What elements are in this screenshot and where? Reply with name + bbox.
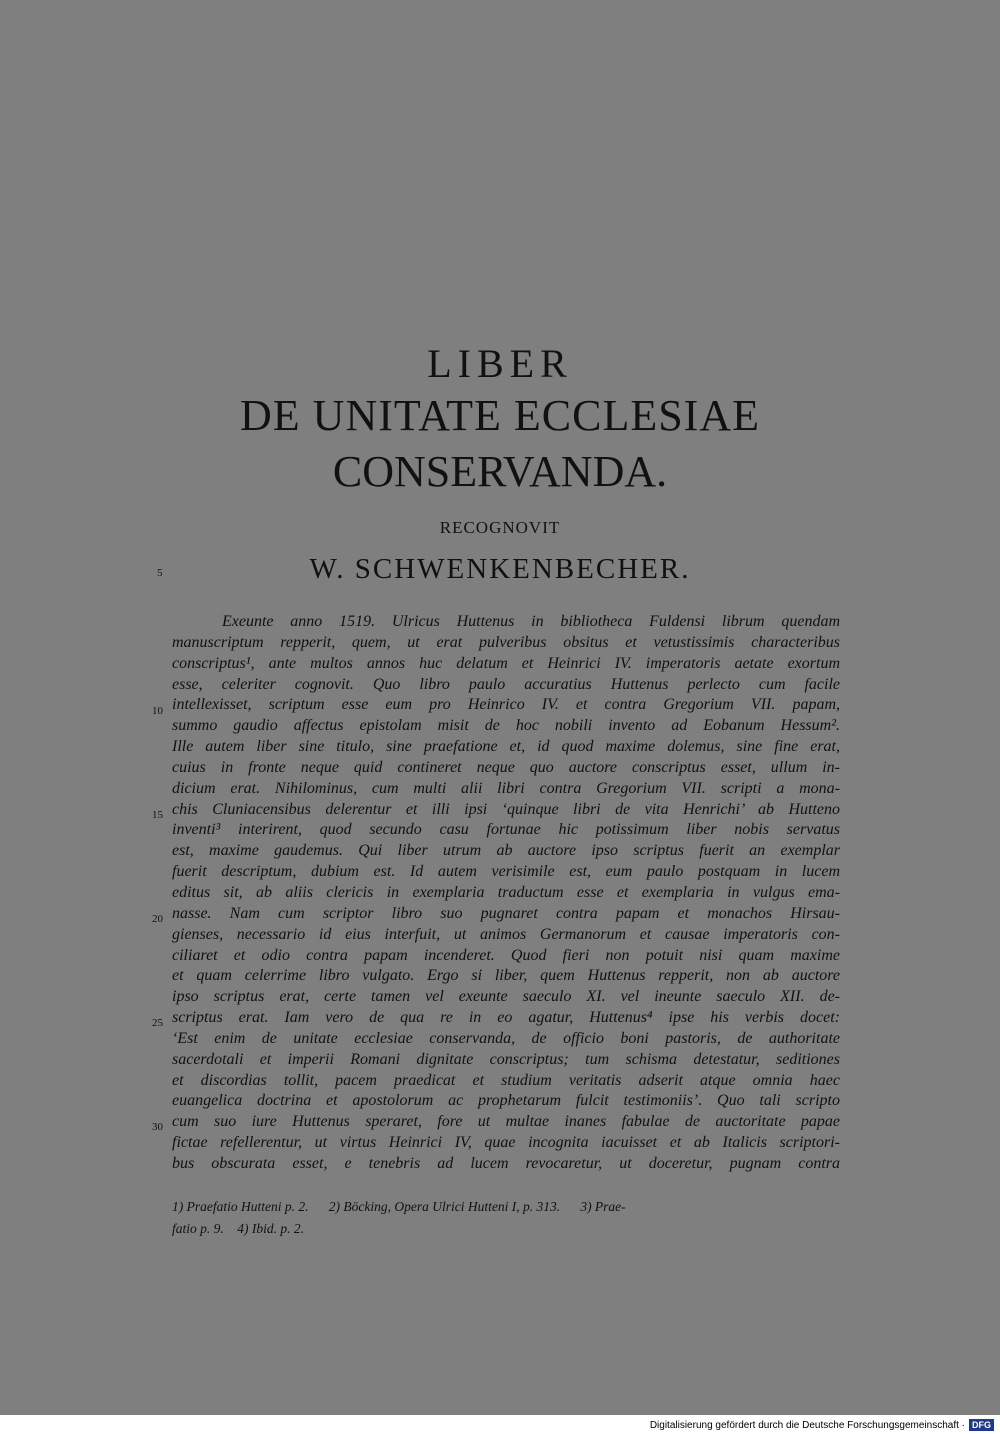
body-line: nasse. Nam cum scriptor libro suo pugnaret contra papam et monachos Hirsau-	[172, 904, 840, 922]
line-number-5: 5	[157, 567, 163, 579]
body-line: cum suo iure Huttenus speraret, fore ut multae inanes fabulae de auctoritate papae	[172, 1113, 840, 1131]
body-line: intellexisset, scriptum esse eum pro Heinrico IV. et contra Gregorium VII. papam,	[172, 696, 840, 714]
body-line: esse, celeriter cognovit. Quo libro paulo accuratius Huttenus perlecto cum facile	[172, 675, 840, 693]
body-line: sacerdotali et imperii Romani dignitate conscriptus; tum schisma detestatur, seditiones	[172, 1050, 840, 1068]
body-text	[172, 612, 840, 1175]
body-line: manuscriptum repperit, quem, ut erat pulveribus obsitus et vetustissimis characteribus	[172, 633, 840, 651]
body-line: scriptus erat. Iam vero de qua re in eo agatur, Huttenus⁴ ipse his verbis docet:	[172, 1009, 840, 1027]
footnote-line-1: 1) Praefatio Hutteni p. 2. 2) Böcking, Opera Ulrici Hutteni I, p. 313. 3) Prae-	[172, 1199, 626, 1214]
body-line: editus sit, ab aliis clericis in exemplaria traductum esse et exemplaria in vulgus ema-	[172, 883, 840, 901]
body-line: bus obscurata esset, e tenebris ad lucem revocaretur, ut doceretur, pugnam contra	[172, 1154, 840, 1172]
footnote-line-2: fatio p. 9. 4) Ibid. p. 2.	[172, 1221, 304, 1236]
body-line: cuius in fronte neque quid contineret neque quo auctore conscriptus esset, ullum in-	[172, 758, 840, 776]
line-number-25: 25	[152, 1017, 163, 1029]
body-line: est, maxime gaudemus. Qui liber utrum ab auctore ipso scriptus fuerit an exemplar	[172, 842, 840, 860]
body-line: euangelica doctrina et apostolorum ac prophetarum fulcit testimoniis’. Quo tali scripto	[172, 1092, 840, 1110]
title-line-2: DE UNITATE ECCLESIAE	[240, 391, 760, 440]
body-line: et discordias tollit, pacem praedicat et studium veritatis adserit atque omnia haec	[172, 1071, 840, 1089]
body-line: fuerit descriptum, dubium est. Id autem verisimile est, eum paulo postquam in lucem	[172, 863, 840, 881]
body-line: ciliaret et odio contra papam incenderet. Quod fieri non potuit nisi quam maxime	[172, 946, 840, 964]
recognovit-label: RECOGNOVIT	[439, 518, 561, 537]
dfg-logo: DFG	[969, 1419, 994, 1431]
line-number-15: 15	[152, 809, 163, 821]
title-line-3: CONSERVANDA.	[332, 447, 668, 496]
author-name: W. SCHWENKENBECHER.	[309, 553, 691, 585]
body-line: Ille autem liber sine titulo, sine praefatione et, id quod maxime dolemus, sine fine erat,	[172, 738, 840, 756]
body-line: ipso scriptus erat, certe tamen vel exeunte saeculo XI. vel ineunte saeculo XII. de-	[172, 988, 840, 1006]
body-line: conscriptus¹, ante multos annos huc delatum et Heinrici IV. imperatoris aetate exortum	[172, 654, 840, 672]
body-line: dicium erat. Nihilominus, cum multi alii libri contra Gregorium VII. scripti a mona-	[172, 779, 840, 797]
footnotes	[172, 1196, 840, 1240]
body-line: inventi³ interirent, quod secundo casu fortunae hic potissimum liber nobis servatus	[172, 821, 840, 839]
body-line: Exeunte anno 1519. Ulricus Huttenus in bibliotheca Fuldensi librum quendam	[222, 613, 840, 630]
digitization-credit	[650, 1418, 994, 1432]
credit-text: Digitalisierung gefördert durch die Deutsche Forschungsgemeinschaft ·	[649, 1419, 965, 1431]
body-line: et quam celerrime libro vulgato. Ergo si liber, quem Huttenus repperit, non ab auctore	[172, 967, 840, 985]
line-number-20: 20	[152, 913, 163, 925]
body-line: gienses, necessario id eius interfuit, ut animos Germanorum et causae imperatoris con-	[172, 925, 840, 943]
title-line-1: LIBER	[427, 341, 573, 386]
line-number-30: 30	[152, 1121, 163, 1133]
line-number-10: 10	[152, 705, 163, 717]
body-line: fictae refellerentur, ut virtus Heinrici IV, quae incognita iacuisset et ab Italicis scriptori-	[172, 1134, 840, 1152]
body-line: ‘Est enim de unitate ecclesiae conservanda, de officio boni pastoris, de authoritate	[172, 1029, 840, 1047]
body-line: summo gaudio affectus epistolam misit de hoc nobili invento ad Eobanum Hessum².	[172, 717, 840, 735]
body-line: chis Cluniacensibus delerentur et illi ipsi ‘quinque libri de vita Henrichi’ ab Hutteno	[172, 800, 840, 818]
